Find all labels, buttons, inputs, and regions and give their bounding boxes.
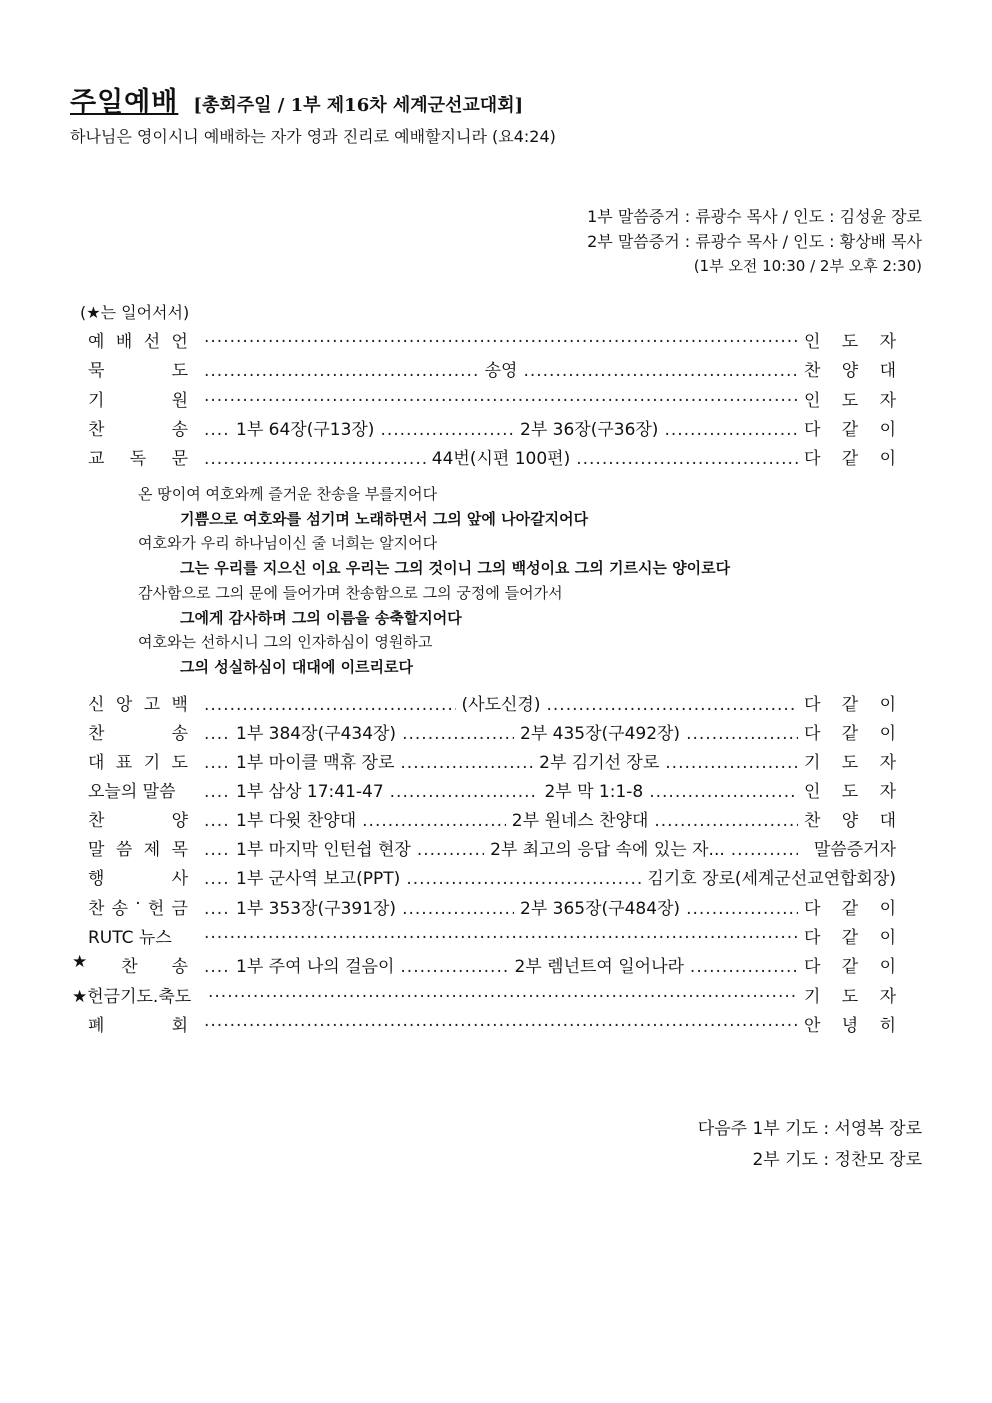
- order-label-char: 제: [143, 840, 161, 860]
- order-responsible: [804, 952, 896, 980]
- order-responsible-char: 다: [804, 957, 821, 977]
- order-row: [88, 719, 896, 747]
- order-responsible: [804, 1011, 896, 1039]
- order-label-char: 문: [171, 449, 188, 469]
- order-label-char: ·: [135, 894, 141, 914]
- part-2-item: 2부 원네스 찬양대: [511, 811, 649, 831]
- leader-dots: [731, 840, 798, 860]
- order-label: [88, 386, 188, 414]
- order-responsible: [804, 719, 896, 747]
- part-2-item: 2부 365장(구484장): [520, 899, 681, 919]
- leader-dots: [362, 811, 506, 831]
- order-row: [88, 356, 896, 384]
- order-label: [88, 894, 188, 922]
- next-week-line-1: 다음주 1부 기도 : 서영복 장로: [697, 1119, 922, 1139]
- congregation-line: 그에게 감사하며 그의 이름을 송축할지어다: [180, 609, 462, 627]
- order-row: [88, 386, 896, 414]
- order-label-char: 교: [88, 449, 105, 469]
- order-responsible: [804, 690, 896, 718]
- leader-dots: [380, 420, 514, 440]
- order-label-char: 찬: [88, 899, 105, 919]
- order-responsible-char: 도: [841, 987, 859, 1007]
- order-responsible-char: 같: [841, 928, 859, 948]
- order-responsible-char: 대: [879, 811, 896, 831]
- leader-dots: [523, 361, 798, 381]
- order-responsible: [804, 777, 896, 805]
- order-responsible: [804, 386, 896, 414]
- center-item: 44번(시편 100편): [431, 449, 571, 469]
- order-label: [88, 835, 188, 863]
- order-responsible-char: 녕: [841, 1016, 859, 1036]
- leader-dots: [204, 1011, 798, 1031]
- order-responsible: [804, 415, 896, 443]
- order-responsible-char: 자: [879, 332, 896, 352]
- order-label-char: 찬: [121, 957, 138, 977]
- leader-dots: [204, 420, 230, 440]
- part-1-item: 1부 주여 나의 걸음이: [236, 957, 395, 977]
- leader-dots: [390, 782, 539, 802]
- order-responsible-char: 같: [841, 449, 859, 469]
- stand-note: (★는 일어서서): [80, 303, 190, 322]
- order-responsible-char: 찬: [804, 361, 821, 381]
- order-label: [88, 719, 188, 747]
- order-label-char: 송: [171, 420, 188, 440]
- order-responsible-char: 이: [879, 957, 896, 977]
- order-label-char: 헌: [147, 899, 165, 919]
- order-body: [204, 952, 798, 980]
- order-responsible-char: 안: [804, 1016, 821, 1036]
- congregation-line: 기쁨으로 여호와를 섬기며 노래하면서 그의 앞에 나아갈지어다: [180, 510, 589, 528]
- order-label: [88, 356, 188, 384]
- order-responsible-char: 같: [841, 957, 859, 977]
- order-body: [204, 894, 798, 922]
- part-2-item: 2부 435장(구492장): [520, 724, 681, 744]
- order-row: [72, 952, 896, 980]
- order-responsible-char: 다: [804, 695, 821, 715]
- part-2-item: 2부 렘넌트여 일어나라: [514, 957, 684, 977]
- order-responsible-char: 자: [879, 753, 896, 773]
- order-responsible-char: 도: [841, 332, 859, 352]
- order-row: [88, 444, 896, 472]
- speaker-info: [587, 204, 922, 279]
- part-2-item: 2부 36장(구36장): [520, 420, 659, 440]
- order-label: [88, 748, 188, 776]
- part-2-item: 2부 최고의 응답 속에 있는 자...: [490, 840, 725, 860]
- order-row: [88, 806, 896, 834]
- leader-dots: [204, 327, 798, 347]
- part-1-item: 1부 마지막 인턴쉽 현장: [236, 840, 411, 860]
- order-responsible: [804, 982, 896, 1010]
- order-responsible-char: 이: [879, 695, 896, 715]
- leader-dots: [400, 957, 508, 977]
- order-row: [88, 748, 896, 776]
- order-responsible-char: 다: [804, 899, 821, 919]
- part-1-item: 1부 마이클 맥휴 장로: [236, 753, 395, 773]
- order-label-char: 고: [143, 695, 161, 715]
- order-label-char: 예: [88, 332, 105, 352]
- order-responsible-char: 이: [879, 724, 896, 744]
- order-row: [88, 1011, 896, 1039]
- order-label: [88, 806, 188, 834]
- speaker-line-2: 2부 말씀증거 : 류광수 목사 / 인도 : 황상배 목사: [587, 232, 922, 251]
- leader-dots: [204, 782, 230, 802]
- order-body: [204, 386, 798, 414]
- order-responsible: [804, 327, 896, 355]
- theme-verse: 하나님은 영이시니 예배하는 자가 영과 진리로 예배할지니라 (요4:24): [70, 127, 556, 146]
- order-row: [88, 894, 896, 922]
- part-2-item: 김기호 장로(세계군선교연합회장): [647, 869, 896, 889]
- order-label-char: 앙: [115, 695, 133, 715]
- order-responsible-char: 인: [804, 332, 821, 352]
- order-label-char: 행: [88, 869, 105, 889]
- order-responsible-char: 기: [804, 987, 821, 1007]
- order-body: [204, 690, 798, 718]
- congregation-line: 그의 성실하심이 대대에 이르리로다: [180, 658, 414, 676]
- part-2-item: 2부 막 1:1-8: [544, 782, 644, 802]
- order-label-char: 씀: [115, 840, 133, 860]
- order-body: [204, 327, 798, 355]
- order-responsible-char: 자: [879, 391, 896, 411]
- order-label-char: 송: [171, 957, 188, 977]
- order-label-char: 대: [88, 753, 105, 773]
- order-responsible-char: 양: [841, 361, 859, 381]
- order-label-char: 선: [143, 332, 161, 352]
- order-label-char: 찬: [88, 724, 105, 744]
- leader-dots: [654, 811, 798, 831]
- order-responsible-char: 대: [879, 361, 896, 381]
- order-label-char: 송: [171, 724, 188, 744]
- order-body: [204, 1011, 798, 1039]
- page-title: 주일예배: [70, 87, 179, 118]
- congregation-line: 그는 우리를 지으신 이요 우리는 그의 것이니 그의 백성이요 그의 기르시는 양이로다: [180, 559, 731, 577]
- order-responsible: [804, 356, 896, 384]
- order-body: [204, 444, 798, 472]
- order-label-char: 묵: [88, 361, 105, 381]
- leader-dots: [204, 811, 230, 831]
- leader-dots: [402, 899, 514, 919]
- order-label-char: 목: [171, 840, 188, 860]
- speaker-line-1: 1부 말씀증거 : 류광수 목사 / 인도 : 김성윤 장로: [587, 207, 922, 226]
- order-label-char: 찬: [88, 420, 105, 440]
- bulletin-header: [70, 80, 523, 119]
- order-label-char: 사: [171, 869, 188, 889]
- order-row: [88, 327, 896, 355]
- order-label-char: 찬: [88, 811, 105, 831]
- leader-dots: [402, 724, 514, 744]
- order-responsible-char: 찬: [804, 811, 821, 831]
- leader-dots: [406, 869, 641, 889]
- order-body: [204, 864, 896, 892]
- page-subtitle: [총회주일 / 1부 제16차 세계군선교대회]: [193, 95, 524, 116]
- order-label: RUTC 뉴스: [88, 928, 172, 948]
- leader-dots: [204, 899, 230, 919]
- order-label-char: 송: [111, 899, 129, 919]
- order-label-char: 양: [171, 811, 188, 831]
- leader-line: 여호와가 우리 하나님이신 줄 너희는 알지어다: [138, 534, 438, 552]
- order-responsible-char: 같: [841, 724, 859, 744]
- order-responsible: [804, 748, 896, 776]
- order-responsible-char: 자: [879, 987, 896, 1007]
- order-responsible-char: 인: [804, 782, 821, 802]
- order-label: [88, 864, 188, 892]
- order-label-char: 기: [143, 753, 161, 773]
- order-label-char: 신: [88, 695, 105, 715]
- order-responsible: 말씀증거자: [813, 840, 896, 860]
- center-item: (사도신경): [461, 695, 541, 715]
- leader-dots: [417, 840, 484, 860]
- leader-line: 감사함으로 그의 문에 들어가며 찬송함으로 그의 궁정에 들어가서: [138, 584, 563, 602]
- leader-dots: [546, 695, 798, 715]
- leader-dots: [686, 724, 798, 744]
- order-responsible-char: 다: [804, 420, 821, 440]
- order-body: [204, 923, 798, 951]
- leader-line: 온 땅이여 여호와께 즐거운 찬송을 부를지어다: [138, 485, 438, 503]
- leader-dots: [204, 449, 426, 469]
- order-label-char: ★: [72, 952, 88, 972]
- order-responsible-char: 자: [879, 782, 896, 802]
- order-row: [88, 923, 896, 951]
- leader-dots: [204, 724, 230, 744]
- order-responsible-char: 다: [804, 449, 821, 469]
- order-responsible-char: 다: [804, 928, 821, 948]
- leader-dots: [204, 923, 798, 943]
- order-label-char: 금: [171, 899, 188, 919]
- leader-dots: [204, 840, 230, 860]
- part-2-item: 2부 김기선 장로: [539, 753, 660, 773]
- order-label-char: 독: [129, 449, 147, 469]
- leader-dots: [576, 449, 798, 469]
- order-label: ★헌금기도.축도: [72, 987, 192, 1007]
- order-label: [88, 444, 188, 472]
- leader-dots: [664, 420, 798, 440]
- part-1-item: 1부 384장(구434장): [236, 724, 397, 744]
- order-responsible-char: 인: [804, 391, 821, 411]
- order-label-char: 언: [171, 332, 188, 352]
- order-body: [204, 356, 798, 384]
- order-label-char: 배: [115, 332, 133, 352]
- order-responsible: [804, 923, 896, 951]
- leader-dots: [204, 695, 456, 715]
- order-responsible-char: 같: [841, 899, 859, 919]
- order-responsible-char: 이: [879, 449, 896, 469]
- leader-dots: [400, 753, 533, 773]
- part-1-item: 1부 삼상 17:41-47: [236, 782, 384, 802]
- order-label-char: 도: [171, 753, 188, 773]
- order-responsible-char: 이: [879, 899, 896, 919]
- next-week-prayer: [698, 1114, 922, 1176]
- order-responsible: [804, 806, 896, 834]
- order-row: [88, 777, 896, 805]
- order-label: [88, 690, 188, 718]
- leader-dots: [204, 957, 230, 977]
- leader-dots: [690, 957, 798, 977]
- part-1-item: 1부 64장(구13장): [236, 420, 375, 440]
- order-responsible-char: 다: [804, 724, 821, 744]
- order-responsible-char: 기: [804, 753, 821, 773]
- order-label-char: 표: [115, 753, 133, 773]
- order-label-char: 폐: [88, 1016, 105, 1036]
- order-row: [88, 835, 896, 863]
- order-row: [88, 415, 896, 443]
- center-item: 송영: [484, 361, 518, 381]
- order-label-char: 원: [171, 391, 188, 411]
- order-label: [88, 1011, 188, 1039]
- order-label-char: 기: [88, 391, 105, 411]
- order-label: [72, 952, 188, 980]
- order-label-char: 회: [171, 1016, 188, 1036]
- part-1-item: 1부 353장(구391장): [236, 899, 397, 919]
- next-week-line-2: 2부 기도 : 정찬모 장로: [752, 1150, 922, 1170]
- leader-dots: [204, 869, 230, 889]
- order-responsible-char: 도: [841, 391, 859, 411]
- order-responsible-char: 히: [879, 1016, 896, 1036]
- order-body: [208, 982, 798, 1010]
- order-responsible: [804, 894, 896, 922]
- order-body: [204, 719, 798, 747]
- order-row: [72, 982, 896, 1010]
- service-times: (1부 오전 10:30 / 2부 오후 2:30): [693, 257, 922, 275]
- order-responsible-char: 도: [841, 753, 859, 773]
- leader-dots: [208, 982, 798, 1002]
- order-row: [88, 864, 896, 892]
- order-responsible-char: 이: [879, 420, 896, 440]
- order-responsible-char: 도: [841, 782, 859, 802]
- order-label: 오늘의 말씀: [88, 782, 176, 802]
- order-responsible: [804, 444, 896, 472]
- order-responsible-char: 같: [841, 695, 859, 715]
- order-label: [88, 415, 188, 443]
- order-body: [204, 835, 798, 863]
- order-body: [204, 415, 798, 443]
- leader-dots: [686, 899, 798, 919]
- order-body: [204, 806, 798, 834]
- order-body: [204, 748, 798, 776]
- order-row: [88, 690, 896, 718]
- order-body: [204, 777, 798, 805]
- leader-dots: [204, 753, 230, 773]
- leader-dots: [204, 361, 479, 381]
- part-1-item: 1부 다윗 찬양대: [236, 811, 357, 831]
- order-label-char: 도: [171, 361, 188, 381]
- order-responsible-char: 양: [841, 811, 859, 831]
- leader-dots: [665, 753, 798, 773]
- leader-dots: [204, 386, 798, 406]
- leader-line: 여호와는 선하시니 그의 인자하심이 영원하고: [138, 633, 433, 651]
- order-label-char: 말: [88, 840, 105, 860]
- order-responsible-char: 같: [841, 420, 859, 440]
- order-responsible-char: 이: [879, 928, 896, 948]
- leader-dots: [649, 782, 798, 802]
- order-label-char: 백: [171, 695, 188, 715]
- part-1-item: 1부 군사역 보고(PPT): [236, 869, 401, 889]
- order-label: [88, 327, 188, 355]
